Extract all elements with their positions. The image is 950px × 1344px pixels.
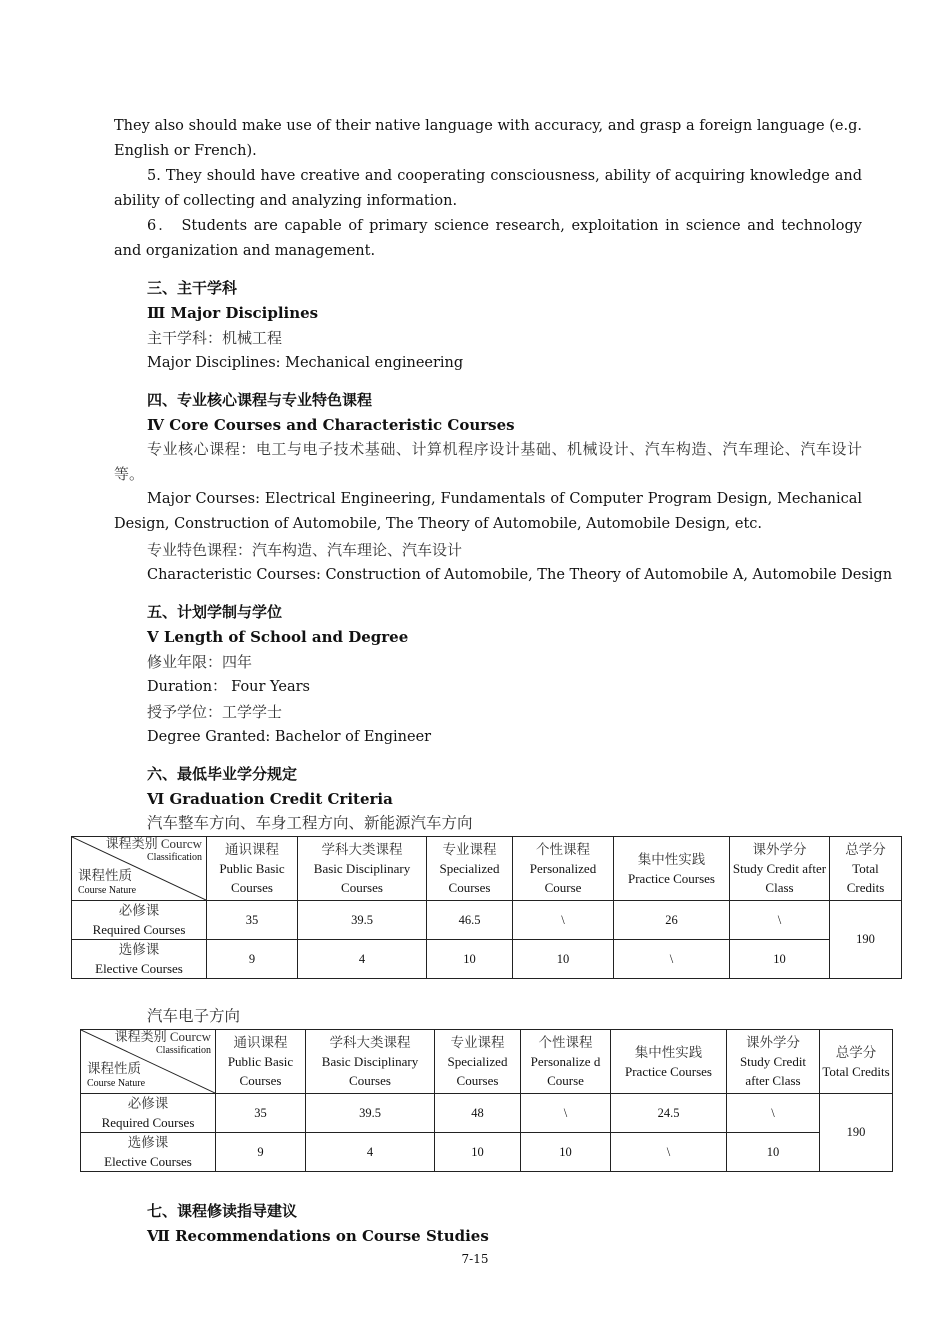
header-personalized: 个性课程 Personalized Course	[513, 837, 614, 901]
header-practice: 集中性实践 Practice Courses	[611, 1030, 727, 1094]
core-courses-block	[114, 437, 862, 537]
table-cell: 10	[427, 940, 513, 979]
table2-corner-cell	[81, 1030, 216, 1094]
section7-heading-cn: 七、课程修读指导建议	[147, 1202, 298, 1220]
header-personalized: 个性课程 Personalize d Course	[521, 1030, 611, 1094]
page-number: 7-15	[461, 1252, 489, 1266]
section3-heading-cn: 三、主干学科	[147, 279, 238, 297]
degree-cn: 授予学位：工学学士	[147, 703, 283, 721]
table-cell: 4	[306, 1133, 435, 1172]
intro-para-1: They also should make use of their native language with accuracy, and grasp a foreign language (e.g. English or French).	[114, 118, 862, 159]
table-cell: 10	[521, 1133, 611, 1172]
section3-heading-en: Ⅲ Major Disciplines	[147, 304, 319, 322]
table-cell: 24.5	[611, 1094, 727, 1133]
table-cell: 46.5	[427, 901, 513, 940]
section4-heading-en: Ⅳ Core Courses and Characteristic Courses	[147, 416, 515, 434]
intro-text	[114, 114, 862, 264]
section4-heading-cn: 四、专业核心课程与专业特色课程	[147, 391, 373, 409]
core-courses-cn: 专业核心课程：电工与电子技术基础、计算机程序设计基础、机械设计、汽车构造、汽车理论、汽车设计等。	[114, 440, 862, 483]
credit-table-1	[71, 836, 902, 979]
duration-en: Duration： Four Years	[147, 679, 310, 695]
table-cell: 35	[216, 1094, 306, 1133]
table-cell: \	[513, 901, 614, 940]
table1-header-row	[72, 837, 902, 901]
intro-para-5: 5. They should have creative and cooperating consciousness, ability of acquiring knowledge and ability of collecting and analyzing information.	[114, 168, 862, 209]
elective-label: 选修课 Elective Courses	[72, 940, 207, 979]
table-cell: \	[727, 1094, 820, 1133]
corner-top-cn: 课程类别 Courcw	[105, 836, 202, 851]
major-disciplines-en: Major Disciplines: Mechanical engineering	[147, 355, 464, 371]
section5-heading-cn: 五、计划学制与学位	[147, 603, 283, 621]
table2-header-row	[81, 1030, 893, 1094]
table-cell: \	[611, 1133, 727, 1172]
header-total: 总学分 Total Credits	[830, 837, 902, 901]
table-cell: 10	[513, 940, 614, 979]
header-specialized: 专业课程 Specialized Courses	[427, 837, 513, 901]
table-cell: \	[614, 940, 730, 979]
table1-elective-row	[72, 940, 902, 979]
section7-heading-en: Ⅶ Recommendations on Course Studies	[147, 1227, 489, 1245]
table-cell: 35	[207, 901, 298, 940]
major-disciplines-cn: 主干学科：机械工程	[147, 329, 283, 347]
section6-heading-en: Ⅵ Graduation Credit Criteria	[147, 790, 393, 808]
corner-top-en: Classification	[147, 852, 202, 863]
header-public: 通识课程 Public Basic Courses	[207, 837, 298, 901]
table-cell: 9	[216, 1133, 306, 1172]
table1-caption: 汽车整车方向、车身工程方向、新能源汽车方向	[147, 814, 473, 832]
core-courses-en: Major Courses: Electrical Engineering, Fundamentals of Computer Program Design, Mechanical Design, Construction of Automobile, The Theory of Automobile, Automobile Design, etc.	[114, 491, 862, 532]
table-cell: 10	[730, 940, 830, 979]
table1-required-row	[72, 901, 902, 940]
duration-cn: 修业年限：四年	[147, 653, 253, 671]
required-label: 必修课 Required Courses	[81, 1094, 216, 1133]
table-cell: 48	[435, 1094, 521, 1133]
table2-caption: 汽车电子方向	[147, 1007, 241, 1025]
header-public: 通识课程 Public Basic Courses	[216, 1030, 306, 1094]
corner-top-en: Classification	[156, 1045, 211, 1056]
required-label: 必修课 Required Courses	[72, 901, 207, 940]
table-cell: 4	[298, 940, 427, 979]
total-credits-cell: 190	[820, 1094, 893, 1172]
header-basic: 学科大类课程 Basic Disciplinary Courses	[306, 1030, 435, 1094]
corner-top-cn: 课程类别 Courcw	[114, 1029, 211, 1044]
corner-bottom-en: Course Nature	[78, 885, 137, 896]
table-cell: 39.5	[298, 901, 427, 940]
table1-corner-cell	[72, 837, 207, 901]
table-cell: 26	[614, 901, 730, 940]
section5-heading-en: Ⅴ Length of School and Degree	[147, 628, 409, 646]
total-credits-cell: 190	[830, 901, 902, 979]
degree-en: Degree Granted: Bachelor of Engineer	[147, 729, 432, 745]
table-cell: \	[521, 1094, 611, 1133]
header-after-class: 课外学分 Study Credit after Class	[730, 837, 830, 901]
credit-table-2	[80, 1029, 893, 1172]
table-cell: \	[730, 901, 830, 940]
table-cell: 10	[435, 1133, 521, 1172]
header-specialized: 专业课程 Specialized Courses	[435, 1030, 521, 1094]
corner-bottom-cn: 课程性质	[87, 1061, 141, 1076]
characteristic-courses-en: Characteristic Courses: Construction of Automobile, The Theory of Automobile A, Automobile Design	[147, 567, 893, 583]
header-basic: 学科大类课程 Basic Disciplinary Courses	[298, 837, 427, 901]
table-cell: 10	[727, 1133, 820, 1172]
header-total: 总学分 Total Credits	[820, 1030, 893, 1094]
header-practice: 集中性实践 Practice Courses	[614, 837, 730, 901]
table2-elective-row	[81, 1133, 893, 1172]
elective-label: 选修课 Elective Courses	[81, 1133, 216, 1172]
table-cell: 39.5	[306, 1094, 435, 1133]
characteristic-courses-cn: 专业特色课程：汽车构造、汽车理论、汽车设计	[147, 541, 463, 559]
intro-para-6: 6． Students are capable of primary science research, exploitation in science and technology and organization and management.	[114, 218, 862, 259]
corner-bottom-en: Course Nature	[87, 1078, 146, 1089]
section6-heading-cn: 六、最低毕业学分规定	[147, 765, 298, 783]
table2-required-row	[81, 1094, 893, 1133]
corner-bottom-cn: 课程性质	[78, 868, 132, 883]
header-after-class: 课外学分 Study Credit after Class	[727, 1030, 820, 1094]
table-cell: 9	[207, 940, 298, 979]
